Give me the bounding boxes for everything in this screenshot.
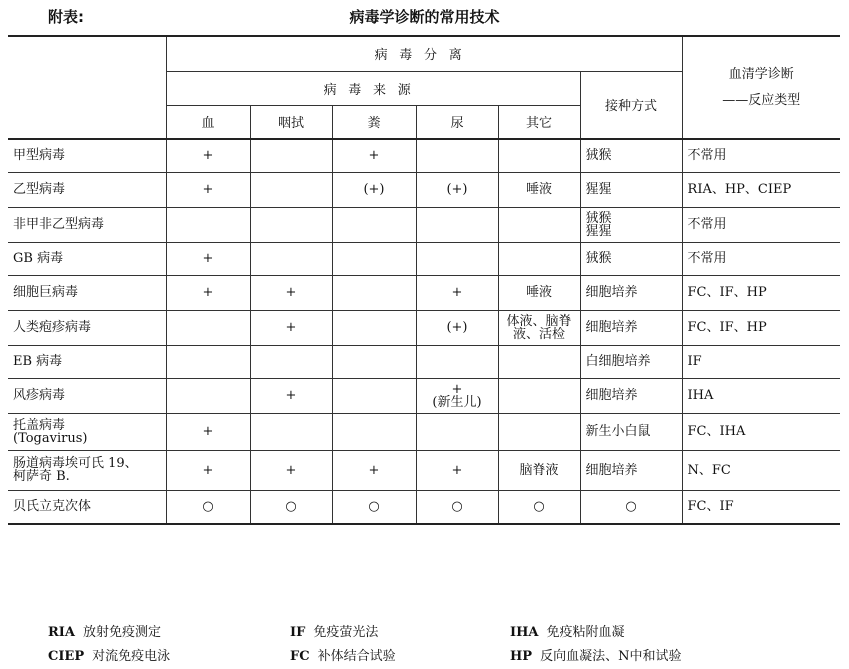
inoculation-cell: 细胞培养 xyxy=(580,275,682,310)
legend-item: RIA 放射免疫测定 xyxy=(48,625,161,640)
throat-cell xyxy=(250,139,332,172)
table-row xyxy=(8,310,840,345)
blood-cell: ○ xyxy=(166,490,250,524)
throat-cell xyxy=(250,172,332,207)
urine-cell: + (新生儿) xyxy=(416,378,498,413)
urine-cell xyxy=(416,207,498,242)
serology-cell: 不常用 xyxy=(682,139,840,172)
urine-cell: (+) xyxy=(416,172,498,207)
virus-name-cell: 甲型病毒 xyxy=(8,139,166,172)
header-corner xyxy=(8,36,166,139)
blood-cell: + xyxy=(166,450,250,490)
blood-cell: + xyxy=(166,275,250,310)
virus-name-cell: 人类疱疹病毒 xyxy=(8,310,166,345)
inoculation-cell: 细胞培养 xyxy=(580,378,682,413)
virus-name-cell: 乙型病毒 xyxy=(8,172,166,207)
blood-cell xyxy=(166,378,250,413)
inoculation-cell: 猩猩 xyxy=(580,172,682,207)
virus-name-cell: 非甲非乙型病毒 xyxy=(8,207,166,242)
virus-isolation-header: 病毒分离 xyxy=(166,36,682,71)
stool-cell: (+) xyxy=(332,172,416,207)
virus-name-cell: 贝氏立克次体 xyxy=(8,490,166,524)
inoculation-cell: 细胞培养 xyxy=(580,310,682,345)
source-column-header: 其它 xyxy=(498,105,580,139)
other-cell: 体液、脑脊 液、活检 xyxy=(498,310,580,345)
serology-cell: FC、IF、HP xyxy=(682,310,840,345)
virus-name-cell: GB 病毒 xyxy=(8,242,166,275)
table-row xyxy=(8,139,840,172)
stool-cell: + xyxy=(332,450,416,490)
throat-cell xyxy=(250,345,332,378)
diagnosis-table xyxy=(8,35,840,525)
other-cell xyxy=(498,207,580,242)
virus-name-cell: 托盖病毒 (Togavirus) xyxy=(8,413,166,450)
throat-cell: + xyxy=(250,275,332,310)
throat-cell xyxy=(250,413,332,450)
table-row xyxy=(8,413,840,450)
inoculation-header: 接种方式 xyxy=(580,71,682,139)
stool-cell xyxy=(332,310,416,345)
blood-cell xyxy=(166,207,250,242)
blood-cell: + xyxy=(166,172,250,207)
virus-name-cell: 肠道病毒埃可氏 19、 柯萨奇 B. xyxy=(8,450,166,490)
other-cell xyxy=(498,378,580,413)
table-row xyxy=(8,345,840,378)
throat-cell: ○ xyxy=(250,490,332,524)
other-cell xyxy=(498,345,580,378)
legend-item: IHA 免疫粘附血凝 xyxy=(510,625,625,640)
other-cell: 唾液 xyxy=(498,275,580,310)
serology-header: 血清学诊断 ——反应类型 xyxy=(682,36,840,139)
table-title: 病毒学诊断的常用技术 xyxy=(349,8,500,26)
urine-cell xyxy=(416,242,498,275)
inoculation-cell: 细胞培养 xyxy=(580,450,682,490)
table-row xyxy=(8,275,840,310)
other-cell xyxy=(498,413,580,450)
virus-name-cell: 细胞巨病毒 xyxy=(8,275,166,310)
legend-item: IF 免疫萤光法 xyxy=(290,625,379,640)
source-column-header: 尿 xyxy=(416,105,498,139)
serology-cell: FC、IHA xyxy=(682,413,840,450)
blood-cell: + xyxy=(166,413,250,450)
urine-cell: + xyxy=(416,450,498,490)
blood-cell xyxy=(166,345,250,378)
table-row xyxy=(8,490,840,524)
inoculation-cell: 新生小白鼠 xyxy=(580,413,682,450)
virus-name-cell: 风疹病毒 xyxy=(8,378,166,413)
inoculation-cell: 狨猴 猩猩 xyxy=(580,207,682,242)
blood-cell: + xyxy=(166,139,250,172)
other-cell: ○ xyxy=(498,490,580,524)
stool-cell: + xyxy=(332,139,416,172)
throat-cell: + xyxy=(250,450,332,490)
serology-cell: FC、IF xyxy=(682,490,840,524)
inoculation-cell: 狨猴 xyxy=(580,139,682,172)
table-row xyxy=(8,172,840,207)
legend-item: HP 反向血凝法、N中和试验 xyxy=(510,649,682,664)
stool-cell xyxy=(332,378,416,413)
stool-cell xyxy=(332,242,416,275)
stool-cell xyxy=(332,207,416,242)
urine-cell: + xyxy=(416,275,498,310)
table-row xyxy=(8,378,840,413)
source-column-header: 血 xyxy=(166,105,250,139)
serology-cell: 不常用 xyxy=(682,207,840,242)
stool-cell xyxy=(332,413,416,450)
legend-item: FC 补体结合试验 xyxy=(290,649,396,664)
stool-cell xyxy=(332,345,416,378)
serology-cell: 不常用 xyxy=(682,242,840,275)
blood-cell xyxy=(166,310,250,345)
other-cell xyxy=(498,139,580,172)
urine-cell: ○ xyxy=(416,490,498,524)
urine-cell: (+) xyxy=(416,310,498,345)
inoculation-cell: ○ xyxy=(580,490,682,524)
blood-cell: + xyxy=(166,242,250,275)
virus-name-cell: EB 病毒 xyxy=(8,345,166,378)
stool-cell: ○ xyxy=(332,490,416,524)
serology-cell: IHA xyxy=(682,378,840,413)
other-cell: 唾液 xyxy=(498,172,580,207)
inoculation-cell: 狨猴 xyxy=(580,242,682,275)
source-column-header: 咽拭 xyxy=(250,105,332,139)
stool-cell xyxy=(332,275,416,310)
source-column-header: 粪 xyxy=(332,105,416,139)
serology-cell: RIA、HP、CIEP xyxy=(682,172,840,207)
throat-cell xyxy=(250,242,332,275)
serology-cell: FC、IF、HP xyxy=(682,275,840,310)
inoculation-cell: 白细胞培养 xyxy=(580,345,682,378)
serology-cell: IF xyxy=(682,345,840,378)
virus-source-header: 病毒来源 xyxy=(166,71,580,105)
appendix-label: 附表: xyxy=(48,8,84,26)
serology-cell: N、FC xyxy=(682,450,840,490)
throat-cell: + xyxy=(250,310,332,345)
table-row xyxy=(8,207,840,242)
throat-cell: + xyxy=(250,378,332,413)
urine-cell xyxy=(416,413,498,450)
legend-item: CIEP 对流免疫电泳 xyxy=(48,649,171,664)
other-cell xyxy=(498,242,580,275)
throat-cell xyxy=(250,207,332,242)
urine-cell xyxy=(416,139,498,172)
other-cell: 脑脊液 xyxy=(498,450,580,490)
table-row xyxy=(8,450,840,490)
table-row xyxy=(8,242,840,275)
urine-cell xyxy=(416,345,498,378)
